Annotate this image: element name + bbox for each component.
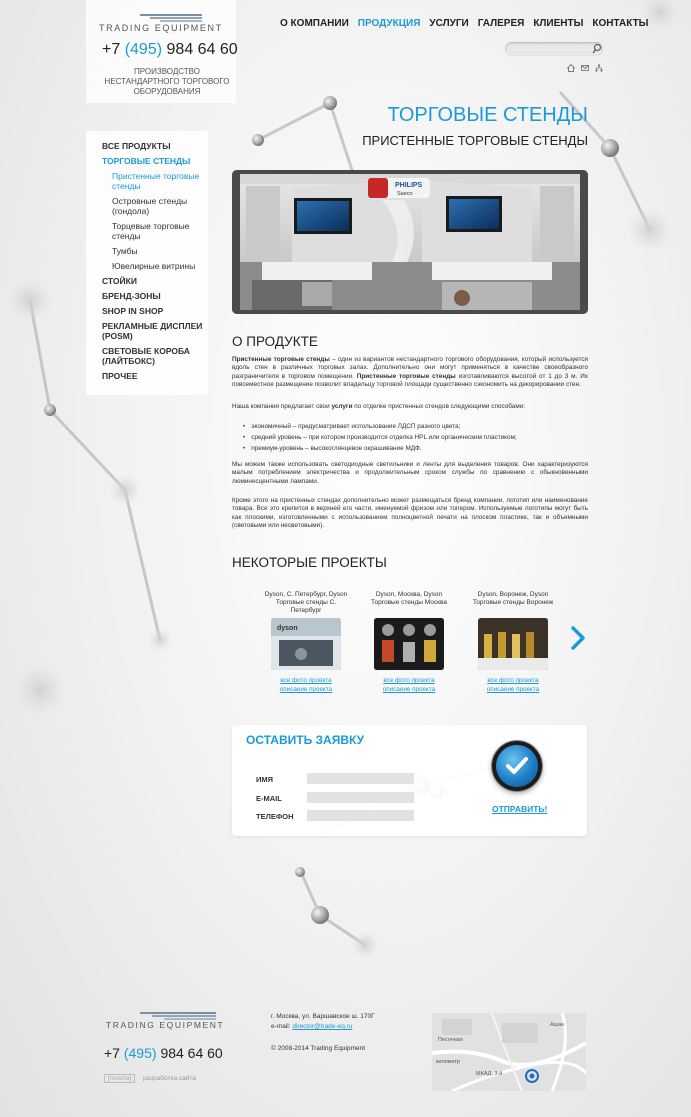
- about-p1-bold: Пристенные торговые стенды: [232, 356, 330, 363]
- sidebar: [86, 131, 208, 395]
- project-title: Dyson, Москва, Dyson Торговые стенды Москва: [371, 591, 447, 606]
- map-label: километр: [436, 1059, 461, 1065]
- about-paragraph-4: Кроме этого на пристенных стендах дополнительно может размещаться бренд компании, логотип или наименование товара. Все это крепится в верхней его части, именуемой фризом или топером. Используемые логотипы могут быть как плоскими, изготовленными с использованием полноцветной печати на плоском пластике, так и объемными (световыми или несветовыми).: [232, 497, 588, 529]
- about-p2-text-a: Наша компания предлагает свои: [232, 403, 332, 410]
- form-title: ОСТАВИТЬ ЗАЯВКУ: [246, 733, 365, 747]
- submit-link[interactable]: ОТПРАВИТЬ!: [492, 804, 548, 814]
- home-icon[interactable]: [567, 64, 575, 72]
- map-label: Песочная: [438, 1037, 463, 1043]
- footer-phone-number: 984 64 60: [160, 1045, 223, 1061]
- sidebar-subitem-island-stands[interactable]: Островные стенды (гондола): [112, 196, 188, 216]
- location-map[interactable]: [432, 1013, 586, 1091]
- projects-title: НЕКОТОРЫЕ ПРОЕКТЫ: [232, 555, 387, 570]
- project-photos-link[interactable]: все фото проекта: [280, 677, 332, 684]
- sidebar-subitem-cabinets[interactable]: Тумбы: [112, 246, 138, 256]
- phone-number: 984 64 60: [166, 41, 238, 58]
- hero-illustration: [232, 170, 588, 314]
- sidebar-subitem-end-stands[interactable]: Торцевые торговые стенды: [112, 221, 190, 241]
- project-description-link[interactable]: описание проекта: [486, 686, 540, 693]
- top-nav: [280, 18, 648, 29]
- footer-email-row: [271, 1022, 375, 1032]
- project-description-link[interactable]: описание проекта: [382, 686, 436, 693]
- developer-credit[interactable]: [104, 1075, 196, 1082]
- list-item: • экономичный – предусматривает использование ЛДСП разного цвета;: [243, 421, 583, 432]
- name-label: ИМЯ: [256, 775, 274, 784]
- copyright: © 2008-2014 Trading Equipment: [271, 1045, 366, 1052]
- logo[interactable]: TRADING EQUIPMENT: [99, 23, 223, 33]
- about-title: О ПРОДУКТЕ: [232, 334, 318, 349]
- project-card: [261, 591, 351, 694]
- project-photos-link[interactable]: все фото проекта: [383, 677, 435, 684]
- nav-services[interactable]: УСЛУГИ: [429, 18, 469, 29]
- hero-image: [232, 170, 588, 314]
- nav-about[interactable]: О КОМПАНИИ: [280, 18, 349, 29]
- search-input[interactable]: [505, 42, 603, 56]
- project-thumbnail[interactable]: [374, 618, 444, 670]
- phone-prefix: +7: [102, 41, 121, 58]
- tagline: ПРОИЗВОДСТВО НЕСТАНДАРТНОГО ТОРГОВОГО ОБОРУДОВАНИЯ: [104, 67, 230, 96]
- phone-label: ТЕЛЕФОН: [256, 812, 294, 821]
- sidebar-item-racks[interactable]: СТОЙКИ: [102, 276, 137, 286]
- about-p2-text-b: по отделке пристенных стендов следующими способами:: [352, 403, 526, 410]
- footer-phone: [104, 1045, 223, 1061]
- nav-contacts[interactable]: КОНТАКТЫ: [592, 18, 649, 29]
- name-field[interactable]: [307, 773, 414, 784]
- about-p1-text-a: – один из вариантов нестандартного торгового оборудования, который используется вдоль стен в различных торговых залах. Дополнительно они могут применяться в качестве своеобразного разграничителя в торговом помещении.: [232, 356, 588, 380]
- map-label: МКАД, 3-й: [476, 1071, 503, 1077]
- project-thumbnail[interactable]: [271, 618, 341, 670]
- about-p1-bold-2: Пристенные торговые стенды: [356, 372, 456, 380]
- address-text: г. Москва, ул. Варшавское ш. 170Г: [271, 1013, 375, 1020]
- developer-text: разработка сайта: [142, 1075, 196, 1082]
- sidebar-item-other[interactable]: ПРОЧЕЕ: [102, 371, 138, 381]
- hero-brand-philips: PHILIPS: [395, 182, 423, 189]
- logo-stripes-icon: [140, 14, 202, 22]
- sidebar-subitem-wall-stands[interactable]: Пристенные торговые стенды: [112, 171, 200, 191]
- email-label: E-MAIL: [256, 794, 282, 803]
- thumbnail-brand-label: dyson: [277, 625, 298, 632]
- footer-logo[interactable]: TRADING EQUIPMENT: [106, 1020, 225, 1030]
- project-title: Dyson, С. Петербург, Dyson Торговые стенды С. Петербург: [264, 591, 348, 614]
- email-field[interactable]: [307, 792, 414, 803]
- sitemap-icon[interactable]: [595, 64, 603, 72]
- mail-icon[interactable]: [581, 64, 589, 72]
- project-thumbnail[interactable]: [478, 618, 548, 670]
- map-label: Ашан: [550, 1022, 565, 1028]
- header-phone: [102, 41, 238, 59]
- project-title: Dyson, Воронеж, Dyson Торговые стенды Воронеж: [472, 591, 554, 606]
- finish-options-list: [243, 421, 583, 454]
- footer-phone-prefix: +7: [104, 1045, 120, 1061]
- list-item: • средний уровень – при котором производится отделка HPL или органическим пластиком;: [243, 432, 583, 443]
- page-title: ТОРГОВЫЕ СТЕНДЫ: [387, 104, 588, 126]
- search-icon[interactable]: [592, 43, 602, 55]
- footer-address: [271, 1012, 375, 1032]
- phone-field[interactable]: [307, 810, 414, 821]
- submit-button[interactable]: [492, 741, 542, 791]
- developer-logo: [mosha]: [104, 1074, 135, 1083]
- phone-code: (495): [124, 41, 163, 58]
- project-description-link[interactable]: описание проекта: [279, 686, 333, 693]
- nav-gallery[interactable]: ГАЛЕРЕЯ: [477, 18, 525, 29]
- project-photos-link[interactable]: все фото проекта: [487, 677, 539, 684]
- email-link[interactable]: director@trade-eq.ru: [292, 1023, 353, 1030]
- sidebar-item-all-products[interactable]: ВСЕ ПРОДУКТЫ: [102, 141, 171, 151]
- about-paragraph-1: [232, 356, 588, 389]
- nav-products[interactable]: ПРОДУКЦИЯ: [357, 18, 421, 29]
- chevron-right-icon[interactable]: [571, 626, 585, 650]
- hero-brand-saeco: Saeco: [397, 191, 413, 197]
- page-subtitle: ПРИСТЕННЫЕ ТОРГОВЫЕ СТЕНДЫ: [362, 133, 588, 148]
- sidebar-item-lightbox[interactable]: СВЕТОВЫЕ КОРОБА (ЛАЙТБОКС): [102, 346, 190, 366]
- sidebar-subitem-jewelry-showcases[interactable]: Ювелирные витрины: [112, 261, 196, 271]
- about-p1-text-b: изготавливаются высотой от 1 до 3 м. Их повсеместное размещение позволит владельцу торговой площади существенно сэкономить на декорировании стен.: [232, 372, 588, 388]
- about-paragraph-2: [232, 403, 588, 411]
- checkmark-icon: [505, 756, 529, 776]
- sidebar-item-shop-in-shop[interactable]: SHOP IN SHOP: [102, 306, 164, 316]
- footer-phone-code: (495): [123, 1045, 157, 1061]
- about-p2-bold: услуги: [331, 403, 353, 410]
- nav-clients[interactable]: КЛИЕНТЫ: [533, 18, 584, 29]
- list-item: • премиум-уровень – высокоглянцевое окрашивание МДФ.: [243, 443, 583, 454]
- about-paragraph-3: Мы можем также использовать светодиодные светильники и ленты для выделения товаров. Они характеризуются малым потреблением электричества и продолжительным сроком службы по сравнению с обыкновенными люминесцентными лампами.: [232, 461, 588, 485]
- email-label: e-mail:: [271, 1023, 291, 1030]
- sidebar-item-posm[interactable]: РЕКЛАМНЫЕ ДИСПЛЕИ (POSM): [102, 321, 203, 341]
- project-card: [364, 591, 454, 694]
- utility-icons: [567, 64, 603, 72]
- footer-logo-stripes-icon: [140, 1012, 216, 1020]
- sidebar-item-trade-stands[interactable]: ТОРГОВЫЕ СТЕНДЫ: [102, 156, 191, 166]
- sidebar-item-brand-zones[interactable]: БРЕНД-ЗОНЫ: [102, 291, 161, 301]
- project-card: [468, 591, 558, 694]
